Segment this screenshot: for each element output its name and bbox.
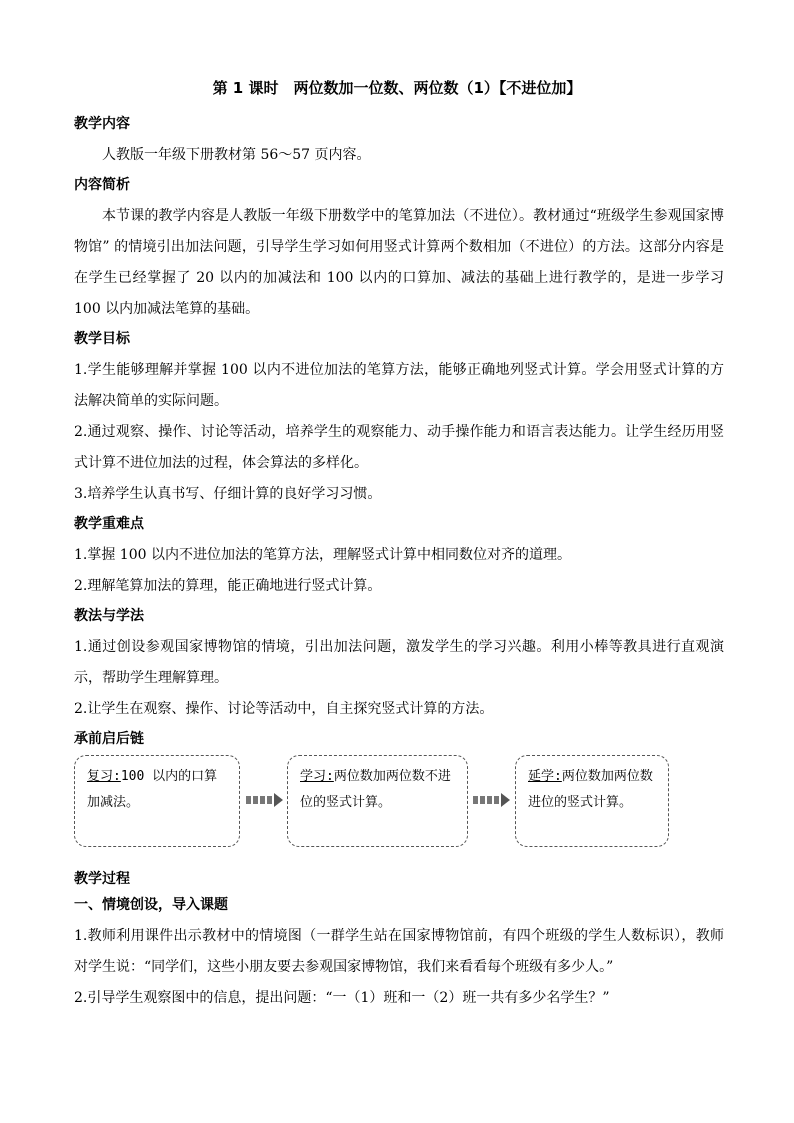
- heading-key-points: 教学重难点: [74, 516, 144, 532]
- arrow-right-icon: [246, 793, 283, 807]
- goal-item: 3.培养学生认真书写、仔细计算的良好学习习惯。: [74, 486, 382, 502]
- content-analysis-text: 本节课的教学内容是人教版一年级下册数学中的笔算加法（不进位）。教材通过“班级学生参观国家博物馆” 的情境引出加法问题，引导学生学习如何用竖式计算两个数相加（不进位）的方法。这部分内容是在学生已经掌握了 20 以内的加减法和 100 以内的口算加、减法的基础上进行教学的，是进一步学习 100 以内加减法笔算的基础。: [74, 208, 724, 317]
- heading-teaching-content: 教学内容: [74, 116, 130, 132]
- knowledge-chain-diagram: [74, 755, 724, 855]
- process-item: 2.引导学生观察图中的信息，提出问题：“一（1）班和一（2）班一共有多少名学生？”: [74, 990, 610, 1006]
- chain-box-label: 学习:: [300, 769, 334, 784]
- key-point-item: 2.理解笔算加法的算理，能正确地进行竖式计算。: [74, 578, 382, 594]
- chain-box-text: 两位数加两位数不进位的竖式计算。: [300, 769, 451, 810]
- method-item: 1.通过创设参观国家博物馆的情境，引出加法问题，激发学生的学习兴趣。利用小棒等教具进行直观演示，帮助学生理解算理。: [74, 639, 724, 686]
- heading-methods: 教法与学法: [74, 608, 144, 624]
- lesson-title: 第 1 课时 两位数加一位数、两位数（1）【不进位加】: [212, 79, 582, 97]
- heading-knowledge-chain: 承前启后链: [74, 731, 144, 747]
- chain-box-extend: [515, 755, 669, 847]
- chain-box-label: 延学:: [528, 769, 562, 784]
- chain-box-text: 两位数加两位数进位的竖式计算。: [528, 769, 653, 810]
- process-item: 1.教师利用课件出示教材中的情境图（一群学生站在国家博物馆前，有四个班级的学生人数标识），教师对学生说：“同学们，这些小朋友要去参观国家博物馆，我们来看看每个班级有多少人。”: [74, 928, 724, 975]
- arrow-right-icon: [473, 793, 510, 807]
- heading-teaching-goals: 教学目标: [74, 331, 130, 347]
- subheading-introduction: 一、情境创设，导入课题: [74, 897, 228, 913]
- document-body: [74, 110, 724, 1014]
- teaching-content-text: 人教版一年级下册教材第 56～57 页内容。: [102, 147, 371, 163]
- chain-box-label: 复习:: [87, 769, 121, 784]
- key-point-item: 1.掌握 100 以内不进位加法的笔算方法，理解竖式计算中相同数位对齐的道理。: [74, 547, 571, 563]
- chain-box-text: 100 以内的口算加减法。: [87, 769, 218, 810]
- goal-item: 1.学生能够理解并掌握 100 以内不进位加法的笔算方法，能够正确地列竖式计算。学会用竖式计算的方法解决简单的实际问题。: [74, 362, 724, 409]
- heading-content-analysis: 内容简析: [74, 177, 130, 193]
- chain-box-learn: [287, 755, 468, 847]
- chain-box-review: [74, 755, 240, 847]
- goal-item: 2.通过观察、操作、讨论等活动，培养学生的观察能力、动手操作能力和语言表达能力。让学生经历用竖式计算不进位加法的过程，体会算法的多样化。: [74, 424, 724, 471]
- heading-teaching-process: 教学过程: [74, 871, 130, 887]
- method-item: 2.让学生在观察、操作、讨论等活动中，自主探究竖式计算的方法。: [74, 701, 494, 717]
